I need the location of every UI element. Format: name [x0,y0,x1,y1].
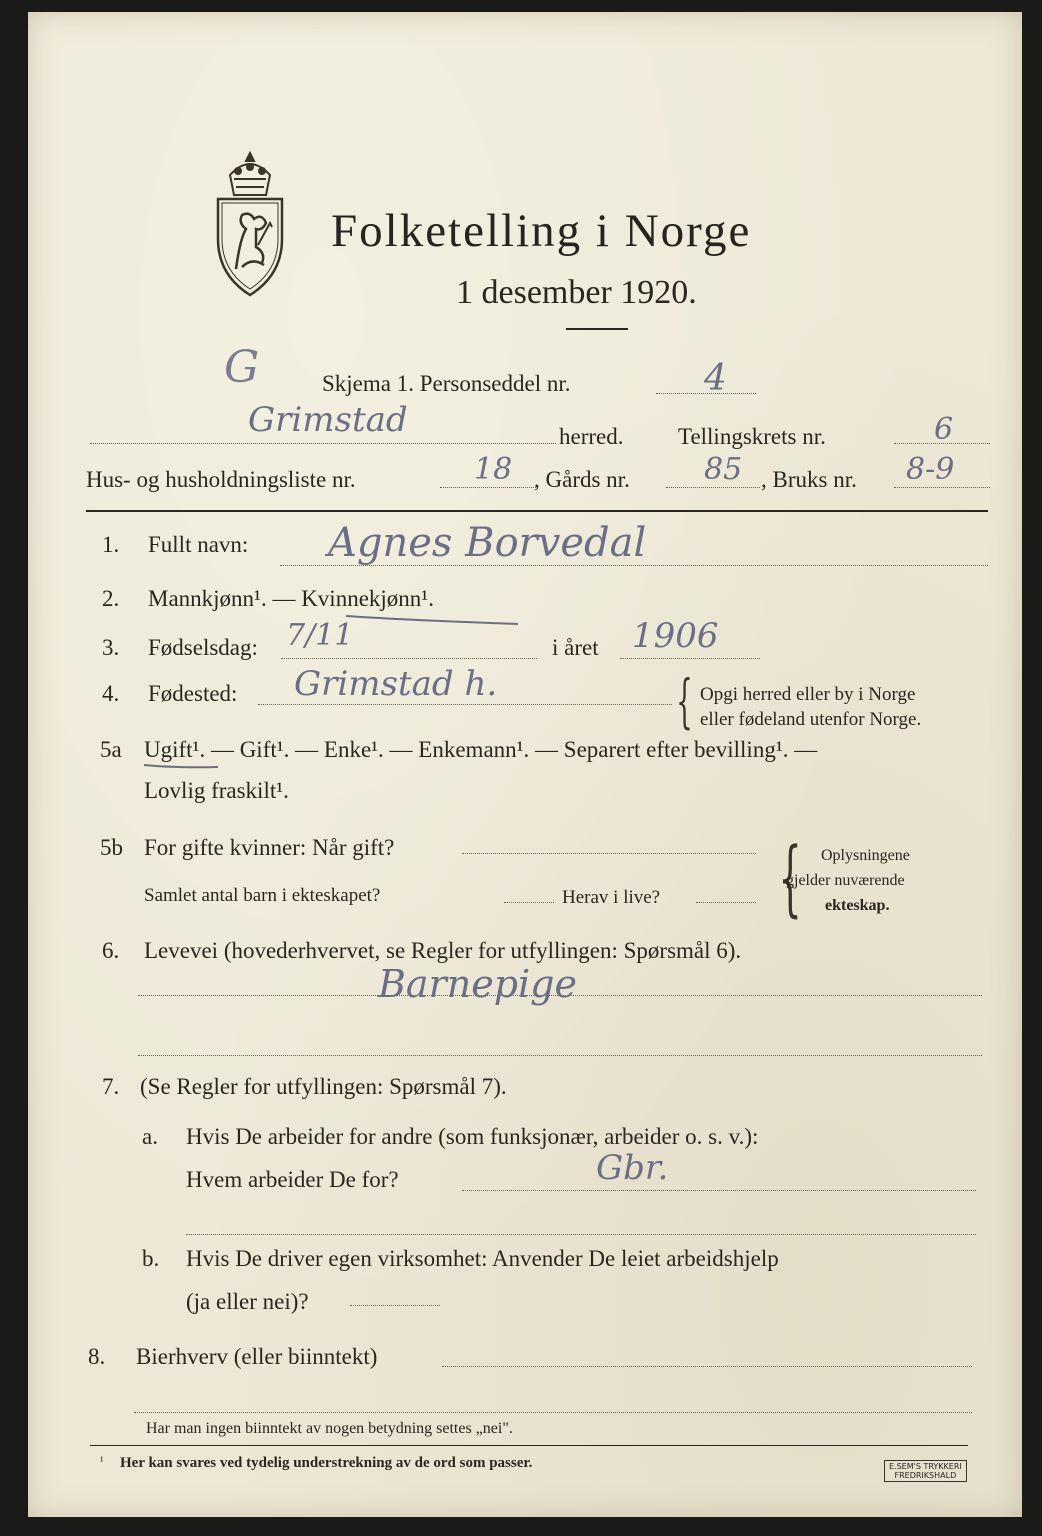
q8-number: 8. [88,1344,106,1369]
employer-value: Gbr. [596,1148,669,1188]
printer-stamp-line2: FREDRIKSHALD [894,1471,957,1480]
children-count-field[interactable] [504,902,554,903]
hus-value: 18 [474,452,513,487]
q5b-label3: Herav i live? [562,887,661,908]
q6-label: Levevei (hovederhvervet, se Regler for utfyllingen: Spørsmål 6). [144,938,742,963]
q5b-brace: { [778,831,802,926]
q5b-note-line1: Oplysningene [821,847,910,864]
census-form [28,12,1022,1517]
children-alive-field[interactable] [696,902,756,903]
q5b-note-line2: gjelder nuværende [786,872,905,889]
ugift-underline [142,762,222,772]
occupation-field-2[interactable] [138,1055,982,1056]
q3-label: Fødselsdag: [148,635,258,660]
q6-number: 6. [102,938,120,963]
q7b-label: Hvis De driver egen virksomhet: Anvender De leiet arbeidshjelp [186,1246,779,1271]
q7-label: (Se Regler for utfyllingen: Spørsmål 7). [140,1074,507,1099]
q4-brace: { [676,667,693,735]
q8-label: Bierhverv (eller biinntekt) [136,1344,378,1369]
bruks-value: 8-9 [906,452,955,487]
married-when-field[interactable] [462,853,756,854]
q5a-number: 5a [100,737,122,762]
herred-label: herred. [559,424,624,449]
herred-field[interactable] [90,443,556,444]
employer-field[interactable] [462,1190,976,1191]
tellingskrets-value: 6 [934,412,954,447]
footnote-text: Her kan svares ved tydelig understrekning av de ord som passer. [120,1455,533,1471]
q5b-label2: Samlet antal barn i ekteskapet? [144,885,381,906]
side-income-field[interactable] [442,1366,972,1367]
hus-label: Hus- og husholdningsliste nr. [86,467,356,492]
q7a-letter: a. [142,1124,158,1149]
gards-field[interactable] [666,487,760,488]
q4-number: 4. [102,681,120,706]
herred-initial-flourish: G [224,342,260,393]
kvinnekjonn-underline [344,612,524,630]
gards-value: 85 [704,452,743,487]
q7a-label: Hvis De arbeider for andre (som funksjonær, arbeider o. s. v.): [186,1124,759,1149]
coat-of-arms-icon [208,149,292,299]
birth-year-field[interactable] [620,658,760,659]
q2-label: Mannkjønn¹. — Kvinnekjønn¹. [148,586,434,611]
q7b-letter: b. [142,1246,160,1271]
title-divider [566,328,628,330]
q7b-label2: (ja eller nei)? [186,1289,309,1314]
occupation-value: Barnepige [378,962,577,1006]
q2-number: 2. [102,586,120,611]
hus-field[interactable] [440,487,536,488]
printer-stamp-line1: E.SEM'S TRYKKERI [889,1462,962,1471]
q8-note: Har man ingen biinntekt av nogen betydning settes „nei". [146,1420,513,1437]
q1-label: Fullt navn: [148,532,249,557]
tellingskrets-label: Tellingskrets nr. [678,424,826,449]
side-income-field-2[interactable] [134,1412,972,1413]
personseddel-value: 4 [704,358,727,399]
q5b-number: 5b [100,835,123,860]
q3-number: 3. [102,635,120,660]
q1-number: 1. [102,532,120,557]
q5a-label: Ugift¹. — Gift¹. — Enke¹. — Enkemann¹. — Separert efter bevilling¹. — [144,737,818,762]
q4-note-line2: eller fødeland utenfor Norge. [700,709,922,730]
birthday-value: 7/11 [286,618,354,653]
q5b-label: For gifte kvinner: Når gift? [144,835,395,860]
birthplace-field[interactable] [258,704,672,705]
skjema-label: Skjema 1. Personseddel nr. [322,371,571,396]
q7-number: 7. [102,1074,120,1099]
full-name-value: Agnes Borvedal [328,520,647,566]
form-title: Folketelling i Norge [331,205,752,257]
printer-stamp [884,1460,967,1482]
footnote-mark: ¹ [100,1454,104,1468]
header-rule [86,510,988,512]
birthday-field[interactable] [281,658,537,659]
form-date: 1 desember 1920. [456,274,697,311]
year-label: i året [552,635,599,660]
employer-field-2[interactable] [186,1234,976,1235]
bruks-field[interactable] [894,487,990,488]
q7a-label2: Hvem arbeider De for? [186,1167,399,1192]
q4-label: Fødested: [148,681,238,706]
birthplace-value: Grimstad h. [294,664,498,704]
gards-label: , Gårds nr. [534,467,630,492]
bruks-label: , Bruks nr. [761,467,857,492]
q5a-label2: Lovlig fraskilt¹. [144,778,289,803]
q4-note-line1: Opgi herred eller by i Norge [700,684,916,705]
q5b-note-line3: ekteskap. [825,897,890,914]
birth-year-value: 1906 [632,616,719,656]
herred-value: Grimstad [248,400,408,440]
hired-help-field[interactable] [350,1305,440,1306]
footnote-rule [90,1445,968,1446]
